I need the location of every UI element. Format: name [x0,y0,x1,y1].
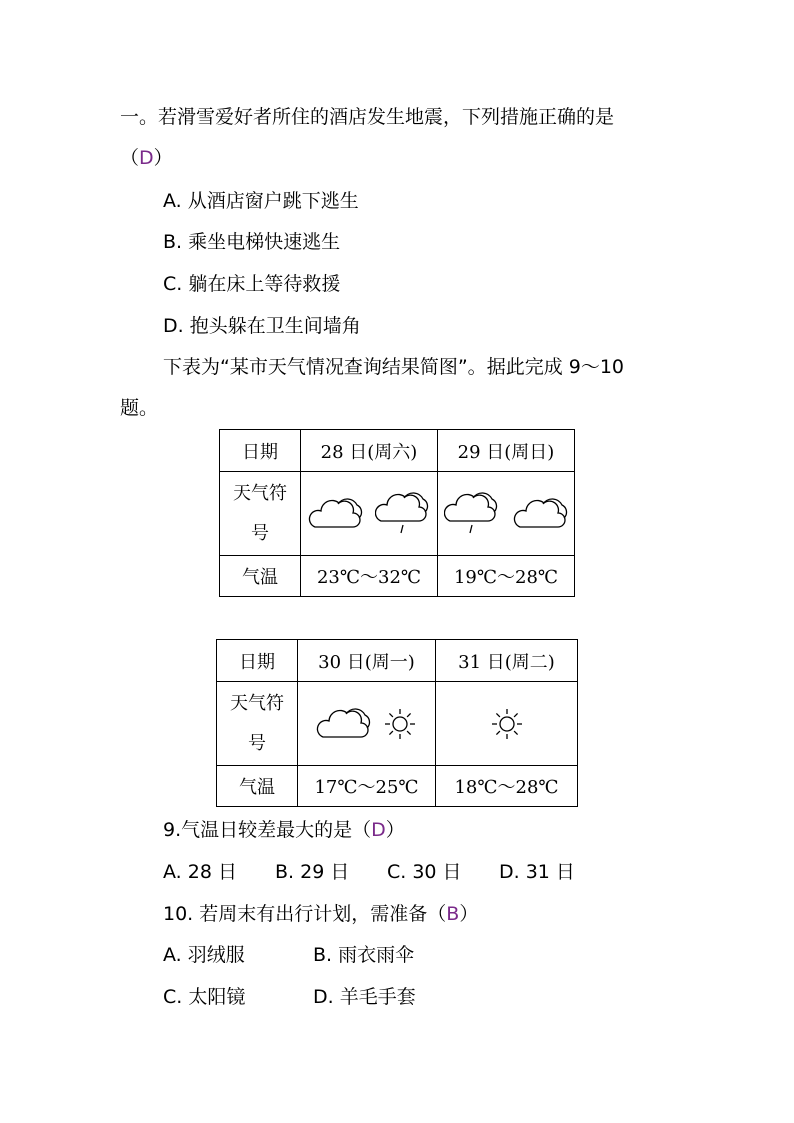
question-10-text: 10. 若周末有出行计划，需准备（ [163,903,447,925]
cloud-rain-icon [375,491,431,537]
question-9 [163,818,405,842]
option-d: D. 抱头躲在卫生间墙角 [163,315,361,337]
paren-close: ） [153,147,173,169]
temperature-28: 23℃～32℃ [301,556,438,597]
passage-line-2: 题。 [120,397,159,419]
question-intro-text: 一。若滑雪爱好者所住的酒店发生地震，下列措施正确的是 [120,106,615,128]
weather-symbols-28 [301,472,438,556]
question-9-options [163,860,575,884]
weather-symbol-label: 天气符 号 [217,682,298,766]
paren-open: （ [120,147,140,169]
answer-mark: D [371,819,386,841]
table-header-day-29: 29 日(周日) [438,430,575,472]
table-header-day-30: 30 日(周一) [298,640,436,682]
question-9-text: 9.气温日较差最大的是（ [163,819,372,841]
q10-option-b: B. 雨衣雨伞 [313,944,415,966]
question-10-options-row-2 [163,985,416,1009]
cloud-icon [315,701,371,747]
q9-option-b: B. 29 日 [275,861,350,883]
table-header-day-28: 28 日(周六) [301,430,438,472]
option-a: A. 从酒店窗户跳下逃生 [163,190,359,212]
paren-close: ） [459,903,479,925]
weather-symbols-30 [298,682,436,766]
q9-option-a: A. 28 日 [163,861,237,883]
question-10-options-row-1 [163,943,414,967]
table-header-day-31: 31 日(周二) [436,640,578,682]
weather-table-1 [219,429,575,597]
weather-symbol-label: 天气符 号 [220,472,301,556]
q10-option-a: A. 羽绒服 [163,944,245,966]
temperature-label: 气温 [217,766,298,807]
q9-option-c: C. 30 日 [387,861,462,883]
cloud-rain-icon [444,491,500,537]
temperature-30: 17℃～25℃ [298,766,436,807]
temperature-31: 18℃～28℃ [436,766,578,807]
sun-icon [382,706,418,742]
option-b: B. 乘坐电梯快速逃生 [163,231,341,253]
cloud-icon [512,491,568,537]
table-header-date: 日期 [217,640,298,682]
q9-option-d: D. 31 日 [499,861,575,883]
table-header-date: 日期 [220,430,301,472]
question-intro-answer-line [120,146,173,170]
temperature-29: 19℃～28℃ [438,556,575,597]
q10-option-d: D. 羊毛手套 [313,986,416,1008]
temperature-label: 气温 [220,556,301,597]
passage-line-1: 下表为“某市天气情况查询结果简图”。据此完成 9～10 [163,356,624,378]
paren-close: ） [385,819,405,841]
answer-mark: D [139,147,154,169]
weather-symbols-29 [438,472,575,556]
cloud-icon [307,491,363,537]
option-c: C. 躺在床上等待救援 [163,273,341,295]
weather-table-2 [216,639,578,807]
sun-icon [489,706,525,742]
q10-option-c: C. 太阳镜 [163,986,246,1008]
question-10 [163,902,478,926]
answer-mark: B [446,903,460,925]
weather-symbols-31 [436,682,578,766]
